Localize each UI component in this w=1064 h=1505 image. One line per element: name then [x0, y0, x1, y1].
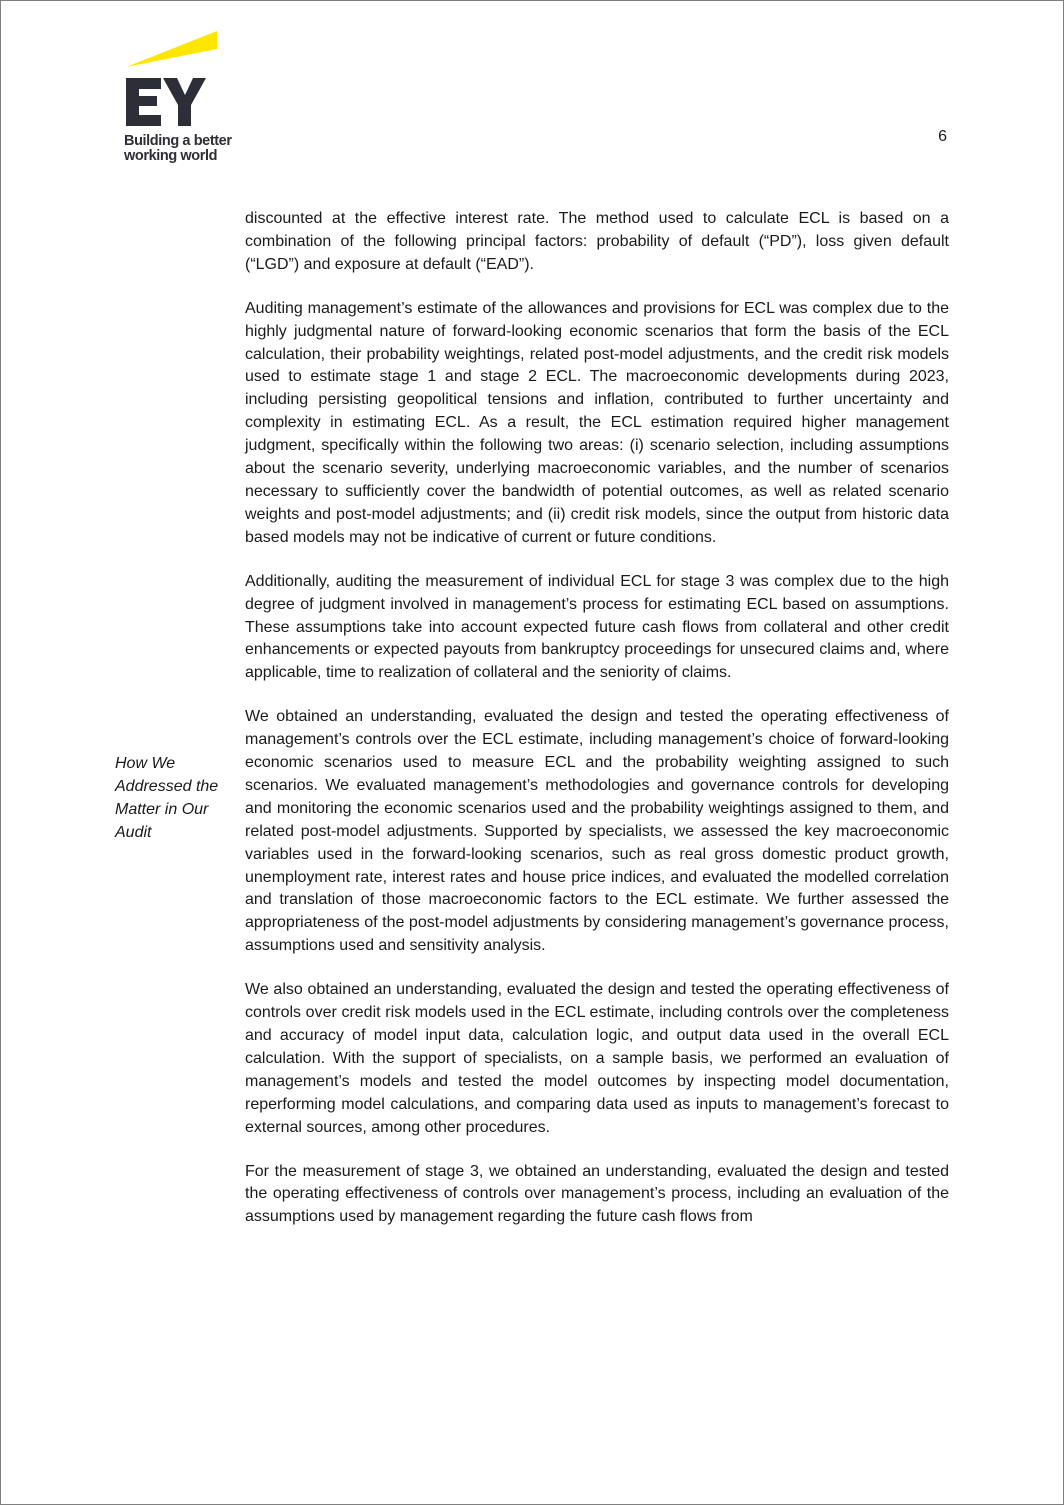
paragraph-stage3-measurement: For the measurement of stage 3, we obtained an understanding, evaluated the design and tested the operating effectiveness of controls over management’s process, including an evaluation of the assumptions used by management regarding the future cash flows from — [245, 1162, 949, 1226]
logo-beam-shape — [126, 31, 217, 67]
logo-tagline-line-1: Building a better — [124, 133, 232, 149]
ey-logo-mark — [123, 31, 223, 131]
ey-logo — [123, 31, 248, 171]
section-heading-how-we-addressed — [115, 752, 235, 844]
logo-tagline — [124, 134, 232, 164]
paragraph-auditing-complexity: Auditing management’s estimate of the allowances and provisions for ECL was complex due to the highly judgmental nature of forward-looking economic scenarios that form the basis of the ECL calculation, their probability weightings, related post-model adjustments, and the credit risk models used to estimate stage 1 and stage 2 ECL. The macroeconomic developments during 2023, including persisting geopolitical tensions and inflation, contributed to further uncertainty and complexity in estimating ECL. As a result, the ECL estimation required higher management judgment, specifically within the following two areas: (i) scenario selection, including assumptions about the scenario severity, underlying macroeconomic variables, and the number of scenarios necessary to sufficiently cover the bandwidth of potential outcomes, as well as related scenario weights and post-model adjustments; and (ii) credit risk models, since the output from historic data based models may not be indicative of current or future conditions. — [245, 299, 949, 546]
paragraph-credit-risk-models: We also obtained an understanding, evaluated the design and tested the operating effectiveness of controls over credit risk models used in the ECL estimate, including controls over the completeness and accuracy of model input data, calculation logic, and output data used in the overall ECL calculation. With the support of specialists, on a sample basis, we performed an evaluation of management’s models and tested the model outcomes by inspecting model documentation, reperforming model calculations, and comparing data used as inputs to management’s forecast to external sources, among other procedures. — [245, 981, 949, 1136]
paragraph-stage3-complexity: Additionally, auditing the measurement of individual ECL for stage 3 was complex due to the high degree of judgment involved in management’s process for estimating ECL based on assumptions. These assumptions take into account expected future cash flows from collateral and other credit enhancements or expected payouts from bankruptcy proceedings for unsecured claims and, where applicable, time to realization of collateral and the seniority of claims. — [245, 572, 949, 682]
logo-e-letter — [126, 78, 161, 126]
section-heading-line: How We — [115, 755, 176, 772]
section-heading-line: Addressed the — [115, 778, 219, 795]
logo-y-letter — [163, 78, 206, 126]
body-text — [245, 208, 949, 1250]
section-heading-line: Matter in Our — [115, 801, 209, 818]
paragraph-ecl-discounting: discounted at the effective interest rate. The method used to calculate ECL is based on a combination of the following principal factors: probability of default (“PD”), loss given default (“LGD”) and exposure at default (“EAD”). — [245, 210, 949, 273]
logo-tagline-line-2: working world — [124, 148, 218, 164]
paragraph-controls-understanding: We obtained an understanding, evaluated the design and tested the operating effectiveness of management’s controls over the ECL estimate, including management’s choice of forward-looking economic scenarios used to measure ECL and the probability weighting assigned to such scenarios. We evaluated management’s methodologies and governance controls for developing and monitoring the economic scenarios used and the probability weightings assigned to them, and related post-model adjustments. Supported by specialists, we assessed the key macroeconomic variables used in the forward-looking scenarios, such as real gross domestic product growth, unemployment rate, interest rates and house price indices, and evaluated the modelled correlation and translation of those macroeconomic factors to the ECL estimate. We further assessed the appropriateness of the post-model adjustments by considering management’s governance process, assumptions used and sensitivity analysis. — [245, 708, 949, 955]
section-heading-line: Audit — [115, 824, 152, 841]
page-number: 6 — [938, 128, 947, 145]
